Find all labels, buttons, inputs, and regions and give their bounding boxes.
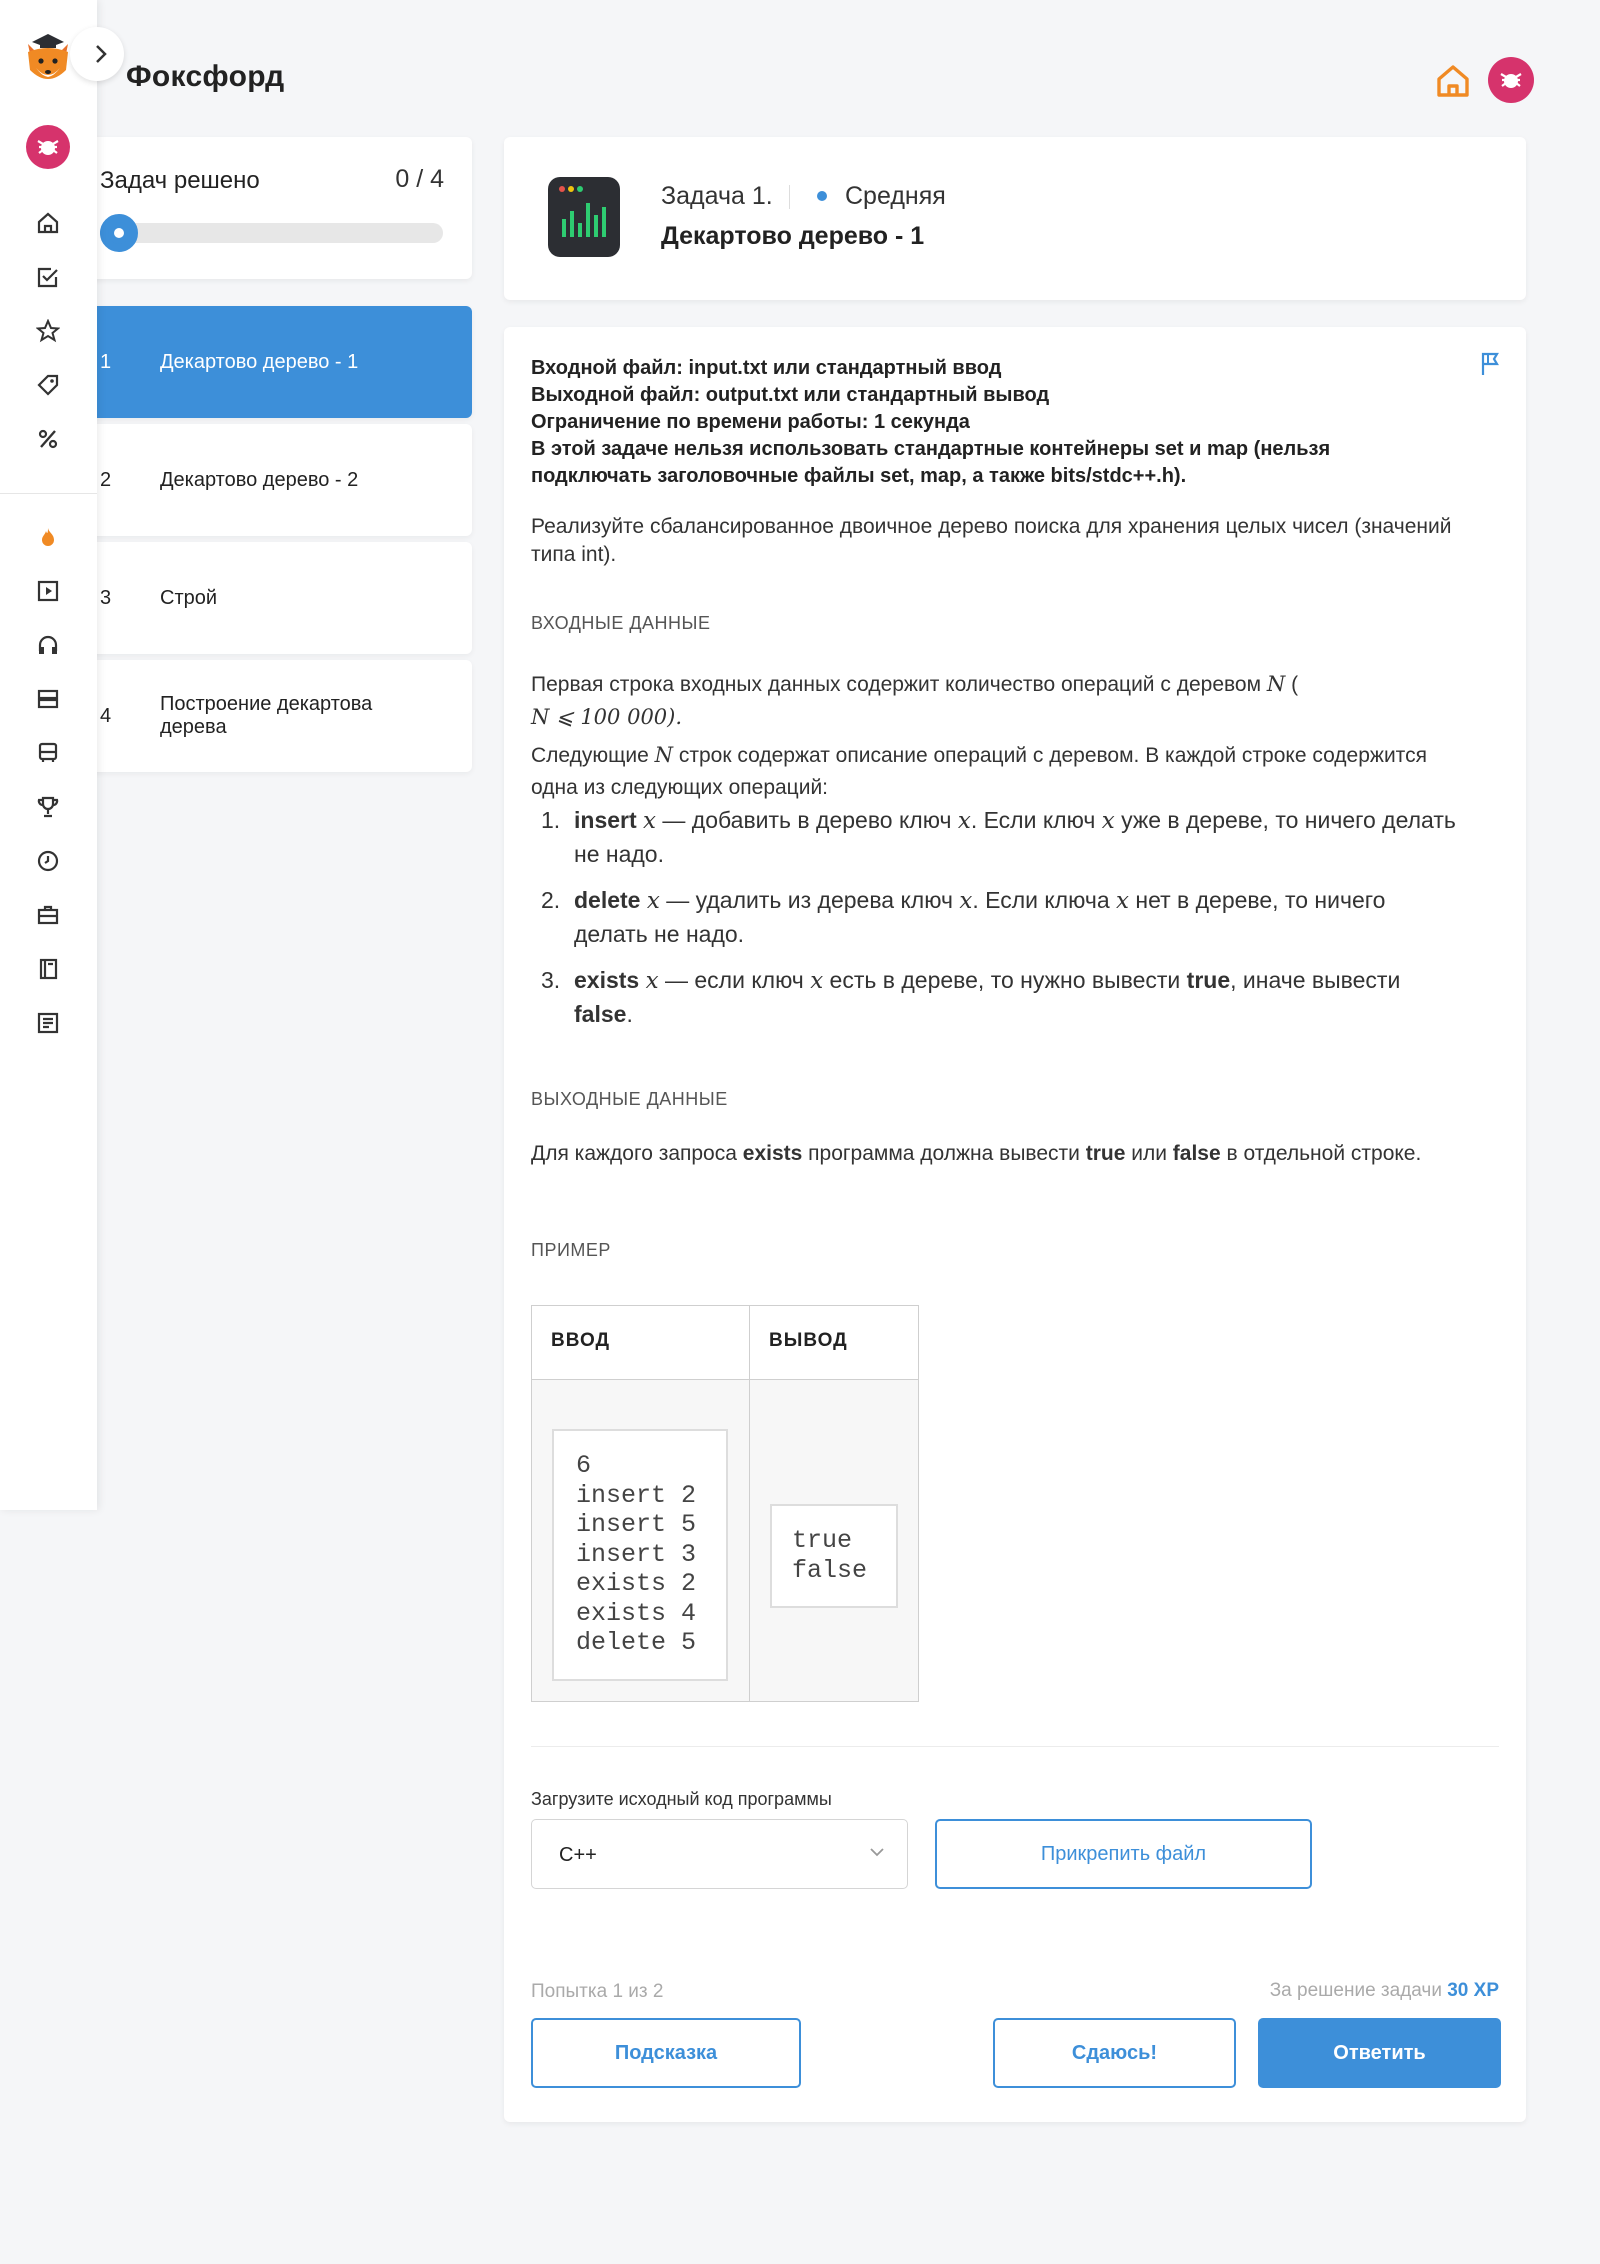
task-list-item-4[interactable] <box>80 660 472 772</box>
task-title: Декартово дерево - 2 <box>160 468 359 491</box>
reward-xp: 30 XP <box>1447 1980 1499 2001</box>
checklist-icon[interactable] <box>30 259 66 295</box>
header-home-icon[interactable] <box>1432 60 1474 102</box>
attach-file-button[interactable]: Прикрепить файл <box>935 1819 1312 1889</box>
difficulty-dot <box>817 191 827 201</box>
icon-sidebar <box>0 0 97 1510</box>
chevron-right-icon <box>94 43 108 65</box>
example-table <box>531 1305 919 1702</box>
give-up-button[interactable]: Сдаюсь! <box>993 2018 1236 2088</box>
example-input-column-header: ВВОД <box>551 1330 611 1351</box>
example-table-body <box>532 1380 918 1701</box>
input-paragraph-1: Первая строка входных данных содержит количество операций с деревом N ( N ⩽ 100 000). <box>531 672 1299 729</box>
operation-item: 1. insert x — добавить в дерево ключ x. Если ключ x уже в дереве, то ничего делать не надо. <box>541 807 1456 867</box>
brand-title: Фоксфорд <box>126 60 285 93</box>
answer-button[interactable]: Ответить <box>1258 2018 1501 2088</box>
section-divider <box>531 1746 1499 1747</box>
bus-icon[interactable] <box>30 735 66 771</box>
output-heading: ВЫХОДНЫЕ ДАННЫЕ <box>531 1089 728 1109</box>
task-limits <box>531 355 1431 490</box>
video-icon[interactable] <box>30 573 66 609</box>
book-icon[interactable] <box>30 951 66 987</box>
output-paragraph: Для каждого запроса exists программа должна вывести true или false в отдельной строке. <box>531 1142 1422 1165</box>
notes-icon[interactable] <box>30 1005 66 1041</box>
task-title: Строй <box>160 586 218 609</box>
task-title: Построение декартова дерева <box>160 693 373 738</box>
example-input-code: 6 insert 2 insert 5 insert 3 exists 2 exists 4 delete 5 <box>552 1429 728 1681</box>
sidebar-divider <box>0 493 97 494</box>
example-heading: ПРИМЕР <box>531 1240 611 1260</box>
task-list-item-2[interactable] <box>80 424 472 536</box>
progress-knob <box>100 214 138 252</box>
task-title: Декартово дерево - 1 <box>160 350 359 373</box>
expand-sidebar-button[interactable] <box>70 27 124 81</box>
intro-text: Реализуйте сбалансированное двоичное дерево поиска для хранения целых чисел (значений типа int). <box>531 515 1452 566</box>
task-number: 1 <box>100 350 112 373</box>
task-number-label: Задача 1. <box>661 182 773 210</box>
language-select[interactable] <box>531 1819 908 1889</box>
header-user-avatar[interactable] <box>1488 57 1534 103</box>
clock-icon[interactable] <box>30 843 66 879</box>
tag-icon[interactable] <box>30 367 66 403</box>
output-file-line: Выходной файл: output.txt или стандартный вывод <box>531 384 1050 406</box>
trophy-icon[interactable] <box>30 789 66 825</box>
difficulty-label: Средняя <box>845 182 946 210</box>
home-icon[interactable] <box>30 205 66 241</box>
user-avatar[interactable] <box>26 125 70 169</box>
report-flag-icon[interactable] <box>1478 351 1504 377</box>
headphones-icon[interactable] <box>30 627 66 663</box>
chevron-down-icon <box>869 1844 885 1860</box>
star-icon[interactable] <box>30 313 66 349</box>
progress-count: 0 / 4 <box>395 165 444 193</box>
language-value: C++ <box>559 1844 597 1866</box>
fox-logo-icon[interactable] <box>22 30 74 88</box>
operations-list <box>531 804 1461 1044</box>
progress-label: Задач решено <box>100 167 260 194</box>
example-column-divider <box>749 1306 750 1701</box>
crab-icon <box>34 133 62 161</box>
percent-icon[interactable] <box>30 421 66 457</box>
task-header-card <box>504 137 1526 300</box>
input-heading: ВХОДНЫЕ ДАННЫЕ <box>531 613 711 633</box>
task-number: 4 <box>100 704 112 727</box>
header-separator <box>789 185 790 209</box>
task-number: 2 <box>100 468 112 491</box>
example-output-column-header: ВЫВОД <box>769 1330 848 1351</box>
example-output-code: true false <box>770 1504 898 1608</box>
input-file-line: Входной файл: input.txt или стандартный ввод <box>531 357 1002 379</box>
operation-item: 2. delete x — удалить из дерева ключ x. Если ключа x нет в дереве, то ничего делать не надо. <box>541 887 1386 947</box>
input-paragraph-2: Следующие N строк содержат описание операций с деревом. В каждой строке содержится одна из следующих операций: <box>531 743 1427 799</box>
task-list-item-1[interactable] <box>80 306 472 418</box>
task-statement-card <box>504 327 1526 2122</box>
crab-icon <box>1497 66 1525 94</box>
task-number: 3 <box>100 586 112 609</box>
task-list-item-3[interactable] <box>80 542 472 654</box>
progress-bar <box>100 223 443 243</box>
upload-label: Загрузите исходный код программы <box>531 1789 832 1809</box>
attempt-counter: Попытка 1 из 2 <box>531 1981 664 2002</box>
task-code-icon <box>548 177 620 257</box>
briefcase-icon[interactable] <box>30 897 66 933</box>
restriction-line: В этой задаче нельзя использовать стандартные контейнеры set и map (нельзя подключать заголовочные файлы set, map, а также bits/stdc++.h). <box>531 438 1331 487</box>
time-limit-line: Ограничение по времени работы: 1 секунда <box>531 411 970 433</box>
task-reward: За решение задачи 30 XP <box>1269 1980 1499 2001</box>
example-table-header <box>532 1306 918 1380</box>
operation-item: 3. exists x — если ключ x есть в дереве, то нужно вывести true, иначе вывести false. <box>541 967 1401 1027</box>
task-title: Декартово дерево - 1 <box>661 222 925 250</box>
fire-icon[interactable] <box>30 519 66 555</box>
layers-icon[interactable] <box>30 681 66 717</box>
hint-button[interactable]: Подсказка <box>531 2018 801 2088</box>
progress-card <box>80 137 472 279</box>
